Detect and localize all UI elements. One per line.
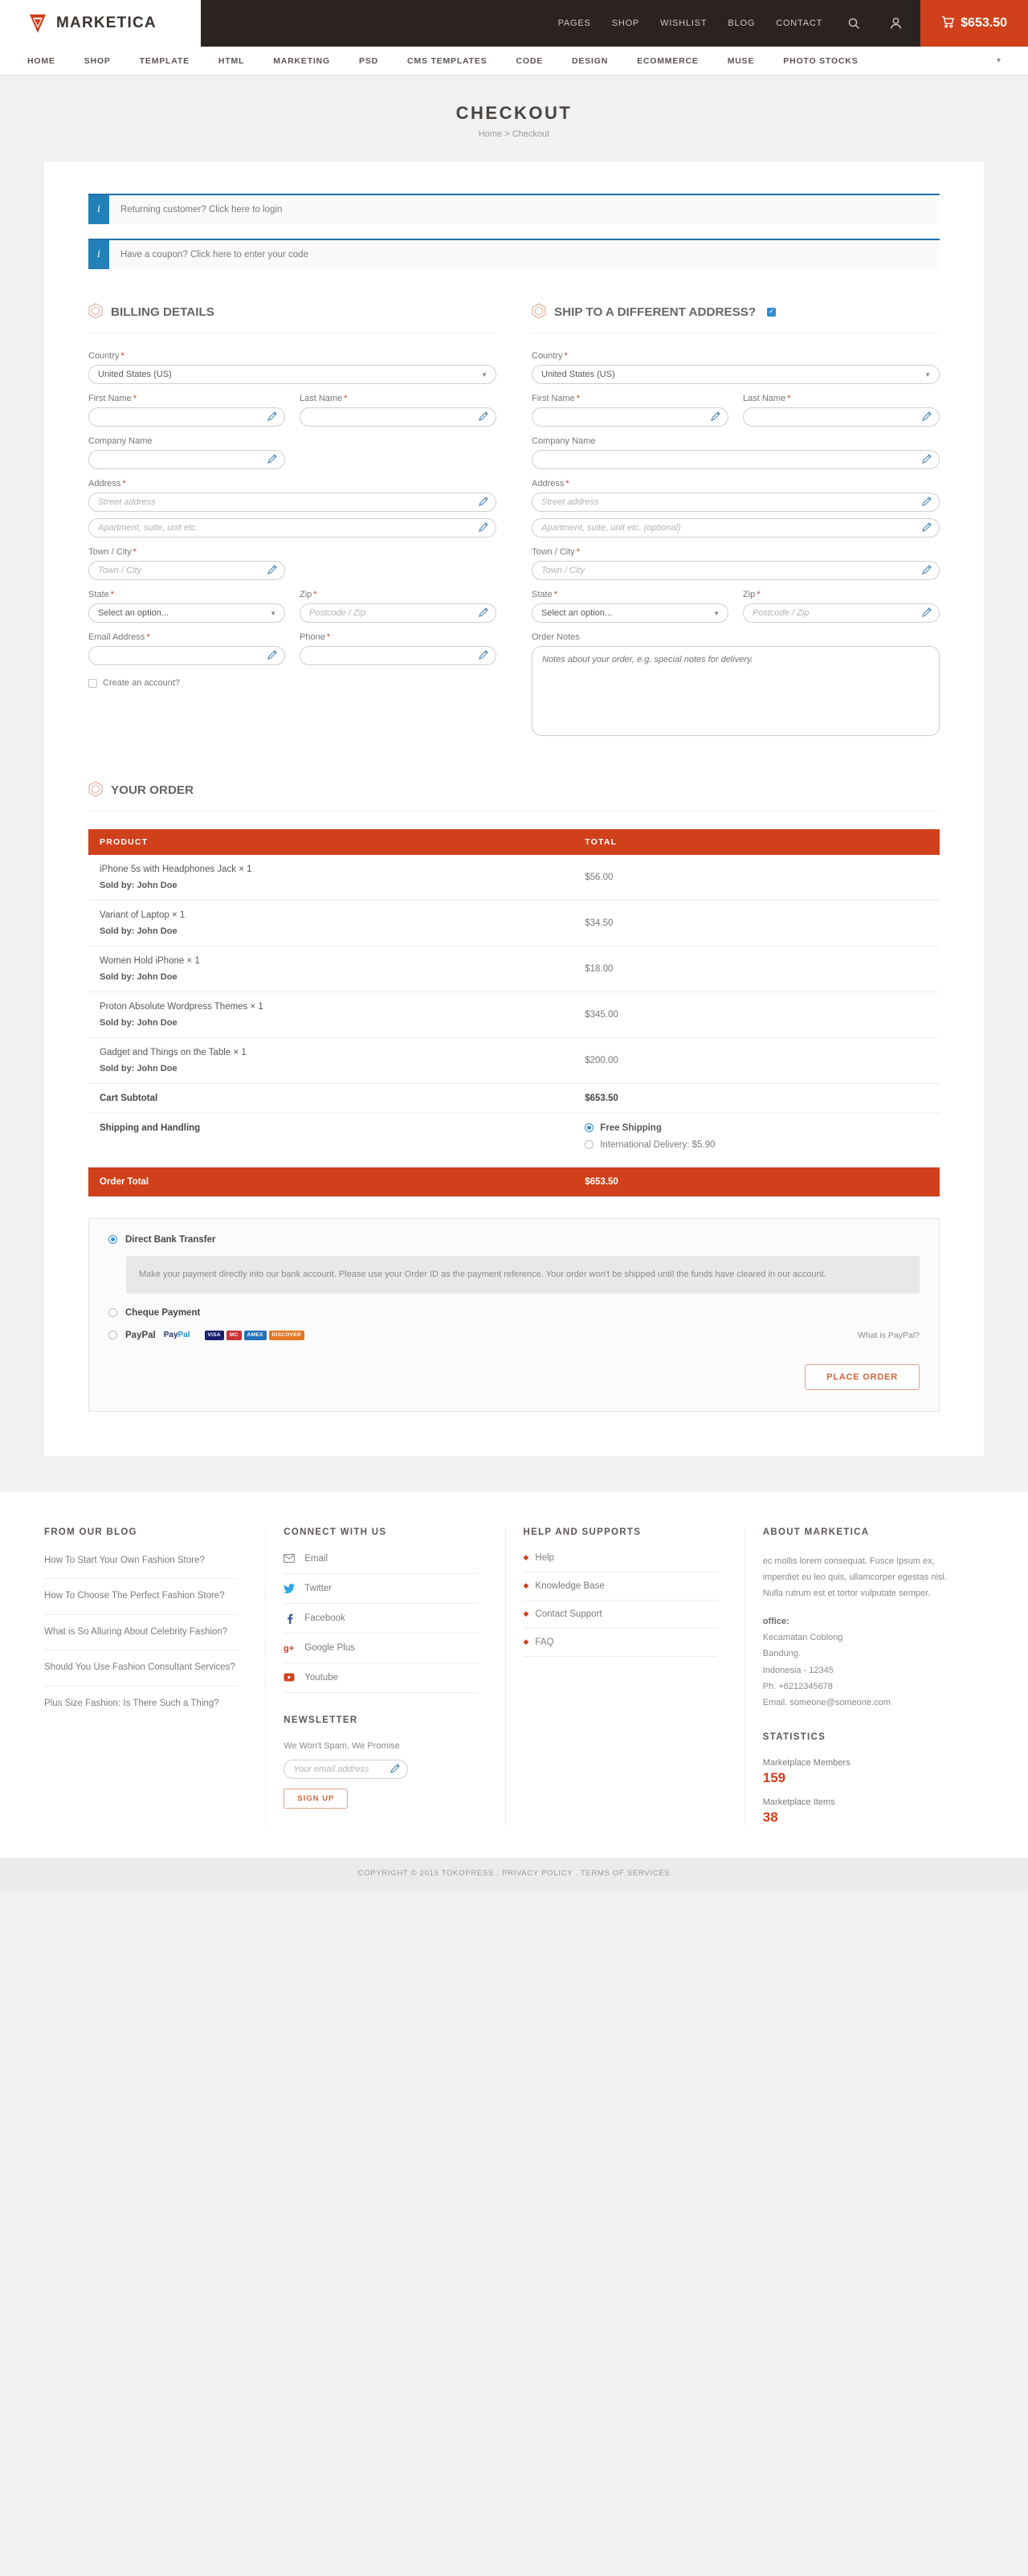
cheque-radio[interactable]: [108, 1308, 117, 1317]
billing-zip-input[interactable]: [300, 603, 496, 623]
envelope-icon: [284, 1553, 295, 1564]
shipping-state-field: [532, 580, 728, 623]
bullet-icon: ◆: [523, 1553, 529, 1561]
nav-marketing[interactable]: MARKETING: [273, 55, 331, 66]
free-shipping-label: Free Shipping: [600, 1122, 662, 1133]
order-section: [88, 771, 940, 1411]
top-link-wishlist[interactable]: WISHLIST: [660, 18, 708, 28]
footer-help-column: [506, 1527, 745, 1826]
copyright-text: COPYRIGHT © 2015 TOKOPRESS: [357, 1868, 494, 1878]
shipping-last-name-input[interactable]: [743, 407, 940, 427]
cheque-label: Cheque Payment: [125, 1307, 201, 1318]
product-name: Variant of Laptop × 1: [100, 910, 186, 920]
product-total: $200.00: [573, 1037, 940, 1083]
amex-card-icon: AMEX: [244, 1331, 267, 1340]
order-total-value: $653.50: [573, 1167, 940, 1196]
nav-muse[interactable]: MUSE: [727, 55, 755, 66]
office-line: Indonesia - 12345: [762, 1665, 834, 1675]
top-link-blog[interactable]: BLOG: [728, 18, 756, 28]
youtube-icon: [284, 1672, 295, 1683]
product-cell: [88, 992, 573, 1037]
create-account-label: Create an account?: [103, 678, 181, 689]
billing-phone-label: Phone *: [300, 632, 331, 643]
order-heading: [88, 771, 940, 808]
chevron-down-icon: ▼: [924, 371, 931, 379]
twitter-icon: [284, 1583, 295, 1594]
shipping-heading: [532, 293, 940, 331]
pencil-icon: [710, 411, 721, 422]
logo-icon: [27, 12, 48, 35]
billing-last-name-input[interactable]: [300, 407, 496, 427]
social-link-email[interactable]: [284, 1553, 477, 1574]
shipping-company-input[interactable]: [532, 450, 940, 469]
payment-methods: [88, 1218, 940, 1412]
table-row: [88, 992, 940, 1037]
chevron-down-icon[interactable]: ▾: [996, 56, 1001, 65]
billing-last-name-label: Last Name *: [300, 394, 348, 404]
discover-card-icon: DISCOVER: [269, 1331, 304, 1340]
social-label: Email: [304, 1553, 328, 1564]
billing-title: BILLING DETAILS: [111, 305, 214, 320]
checkout-card: [44, 162, 984, 1456]
product-seller: Sold by: John Doe: [100, 880, 177, 890]
nav-shop[interactable]: SHOP: [84, 55, 111, 66]
google-plus-icon: [284, 1642, 295, 1654]
bullet-icon: ◆: [523, 1638, 529, 1646]
office-line: Ph. +6212345678: [762, 1681, 833, 1691]
billing-address-label: Address *: [88, 479, 126, 489]
blog-link[interactable]: Plus Size Fashion: Is There Such a Thing?: [44, 1698, 219, 1708]
product-total: $18.00: [573, 946, 940, 992]
shipping-column: [532, 293, 940, 738]
product-name: Proton Absolute Wordpress Themes × 1: [100, 1001, 263, 1012]
product-cell: [88, 946, 573, 992]
social-label: Twitter: [304, 1583, 332, 1593]
pencil-icon: [478, 607, 489, 618]
footer-blog-column: [44, 1527, 266, 1826]
bullet-icon: ◆: [523, 1609, 529, 1617]
product-cell: [88, 900, 573, 946]
footer-about-column: [745, 1527, 984, 1826]
page-title: CHECKOUT: [455, 103, 573, 123]
nav-design[interactable]: DESIGN: [572, 55, 609, 66]
create-account-checkbox[interactable]: [88, 679, 97, 688]
social-link-facebook[interactable]: [284, 1613, 477, 1634]
order-notes-textarea[interactable]: [532, 646, 940, 736]
pencil-icon: [478, 496, 489, 507]
privacy-policy-link[interactable]: PRIVACY POLICY: [502, 1868, 573, 1878]
shipping-zip-input[interactable]: [743, 603, 940, 623]
about-text: ec mollis lorem consequat. Fusce Ipsum ex, imperdiet eu leo quis, ullamcorper egestas nisl. Nulla rutrum est et tortor vulputate semper.: [762, 1556, 948, 1599]
logo[interactable]: [0, 0, 201, 47]
pencil-icon: [267, 649, 278, 660]
order-title: YOUR ORDER: [111, 783, 194, 797]
office-line: Bandung.: [762, 1649, 801, 1659]
billing-first-name-label: First Name *: [88, 394, 137, 404]
product-seller: Sold by: John Doe: [100, 1063, 177, 1073]
international-shipping-radio[interactable]: [585, 1140, 594, 1149]
order-total-label: Order Total: [88, 1167, 573, 1196]
shipping-address-label: Address *: [532, 479, 569, 489]
social-link-twitter[interactable]: [284, 1583, 477, 1604]
user-account-icon[interactable]: [885, 13, 906, 34]
billing-country-select[interactable]: [88, 365, 496, 384]
billing-email-label: Email Address *: [88, 632, 150, 643]
cart-total: $653.50: [961, 16, 1007, 30]
payment-option-bank-transfer[interactable]: [108, 1235, 920, 1245]
product-seller: Sold by: John Doe: [100, 1017, 177, 1028]
billing-city-label: Town / City *: [88, 547, 137, 558]
login-notice-text[interactable]: Returning customer? Click here to login: [120, 205, 283, 215]
order-table: [88, 829, 940, 1197]
info-icon: i: [88, 240, 109, 269]
payment-option-paypal[interactable]: [108, 1331, 920, 1340]
social-link-youtube[interactable]: [284, 1672, 477, 1693]
place-order-row: [108, 1364, 920, 1390]
top-bar: [0, 0, 1028, 47]
footer: [0, 1492, 1028, 1858]
billing-heading: [88, 293, 496, 331]
billing-address1-input[interactable]: [88, 493, 496, 512]
billing-state-field: [88, 580, 285, 623]
pencil-icon: [390, 1763, 401, 1774]
shipping-city-label: Town / City *: [532, 547, 581, 558]
shipping-zip-label: Zip *: [743, 590, 761, 600]
billing-email-field: [88, 623, 285, 665]
shipping-company-label: Company Name: [532, 436, 596, 447]
product-cell: [88, 1037, 573, 1083]
footer-blog-title: FROM OUR BLOG: [44, 1527, 137, 1537]
shipping-country-select[interactable]: [532, 365, 940, 384]
help-link[interactable]: ◆ FAQ: [524, 1638, 717, 1657]
free-shipping-radio[interactable]: [585, 1123, 594, 1132]
create-account-row[interactable]: [88, 678, 496, 688]
social-label: Facebook: [304, 1613, 345, 1623]
billing-company-field: [88, 427, 285, 469]
chevron-down-icon: ▼: [270, 610, 276, 618]
paypal-radio[interactable]: [108, 1331, 117, 1339]
billing-address2-input[interactable]: [88, 518, 496, 538]
office-line: Email. someone@someone.com: [762, 1698, 891, 1708]
shipping-last-name-field: [743, 384, 940, 427]
nav-cms-templates[interactable]: CMS TEMPLATES: [407, 55, 487, 66]
top-nav: [201, 0, 920, 47]
billing-last-name-field: [300, 384, 496, 427]
billing-column: [88, 293, 496, 738]
footer-about-title: ABOUT MARKETICA: [762, 1527, 870, 1537]
shipping-zip-field: [743, 580, 940, 623]
billing-city-field: [88, 538, 285, 580]
shipping-state-label: State *: [532, 590, 557, 600]
page-header: [0, 76, 1028, 162]
pencil-icon: [267, 453, 278, 464]
stat-value: 38: [762, 1809, 778, 1825]
newsletter-subtitle: We Won't Spam, We Promise: [284, 1740, 400, 1751]
bullet-icon: ◆: [523, 1581, 529, 1589]
payment-option-cheque[interactable]: [108, 1308, 920, 1318]
product-seller: Sold by: John Doe: [100, 926, 177, 936]
coupon-notice-text[interactable]: Have a coupon? Click here to enter your code: [120, 250, 308, 260]
shipping-first-name-input[interactable]: [532, 407, 728, 427]
search-icon[interactable]: [843, 13, 864, 34]
newsletter-title: NEWSLETTER: [284, 1715, 358, 1725]
facebook-icon: [284, 1613, 295, 1624]
footer-connect-title: CONNECT WITH US: [284, 1527, 387, 1537]
bank-transfer-description: Make your payment directly into our bank account. Please use your Order ID as the payment reference. Your order won't be shipped until the funds have cleared in our account.: [126, 1256, 920, 1294]
col-total: TOTAL: [573, 829, 940, 855]
chevron-down-icon: ▼: [481, 371, 487, 379]
divider: [88, 811, 940, 812]
blog-link[interactable]: How To Start Your Own Fashion Store?: [44, 1553, 238, 1580]
login-notice[interactable]: [88, 194, 940, 224]
paypal-label: PayPal: [125, 1330, 156, 1340]
billing-state-select[interactable]: [88, 603, 285, 623]
help-link[interactable]: ◆ Contact Support: [524, 1609, 717, 1629]
pencil-icon: [478, 521, 489, 533]
shipping-first-name-label: First Name *: [532, 394, 581, 404]
billing-state-label: State *: [88, 590, 114, 600]
table-row: [88, 900, 940, 946]
product-total: $56.00: [573, 855, 940, 901]
billing-phone-field: [300, 623, 496, 665]
product-total: $345.00: [573, 992, 940, 1037]
pencil-icon: [267, 411, 278, 422]
shipping-address2-input[interactable]: [532, 518, 940, 538]
paypal-logo-icon: PayPal: [163, 1331, 190, 1339]
copyright-bar: COPYRIGHT © 2015 TOKOPRESS . PRIVACY POLICY . TERMS OF SERVICES: [0, 1858, 1028, 1889]
nav-template[interactable]: TEMPLATE: [139, 55, 190, 66]
accepted-cards: [205, 1331, 304, 1340]
shipping-option-free[interactable]: [585, 1123, 928, 1133]
hexagon-icon: [88, 303, 103, 321]
shipping-option-international[interactable]: [585, 1140, 928, 1150]
info-icon: i: [88, 195, 109, 224]
billing-company-spacer: [300, 427, 496, 469]
bank-transfer-label: Direct Bank Transfer: [125, 1234, 216, 1245]
help-link[interactable]: ◆ Knowledge Base: [524, 1581, 717, 1601]
table-row: [88, 946, 940, 992]
international-shipping-label: International Delivery: $5.90: [600, 1139, 716, 1150]
pencil-icon: [921, 453, 932, 464]
billing-phone-input[interactable]: [300, 646, 496, 665]
product-name: Gadget and Things on the Table × 1: [100, 1047, 247, 1057]
shipping-state-select[interactable]: [532, 603, 728, 623]
visa-card-icon: VISA: [205, 1331, 224, 1340]
social-label: Youtube: [304, 1672, 339, 1683]
statistics-title: STATISTICS: [762, 1732, 826, 1742]
pencil-icon: [921, 521, 932, 533]
stat-value: 159: [762, 1769, 786, 1785]
subtotal-label: Cart Subtotal: [88, 1083, 573, 1113]
shipping-title: SHIP TO A DIFFERENT ADDRESS?: [554, 305, 757, 320]
table-header-row: [88, 829, 940, 855]
pencil-icon: [478, 649, 489, 660]
place-order-button[interactable]: PLACE ORDER: [805, 1364, 920, 1390]
coupon-notice[interactable]: [88, 239, 940, 269]
nav-home[interactable]: HOME: [27, 55, 55, 66]
billing-city-spacer: [300, 538, 496, 580]
table-row: [88, 1037, 940, 1083]
billing-country-label: Country *: [88, 351, 124, 362]
shipping-last-name-label: Last Name *: [743, 394, 791, 404]
blog-link[interactable]: What is So Alluring About Celebrity Fashion?: [44, 1625, 238, 1651]
nav-html[interactable]: HTML: [218, 55, 245, 66]
shipping-label: Shipping and Handling: [88, 1113, 573, 1167]
billing-company-input[interactable]: [88, 450, 285, 469]
billing-zip-label: Zip *: [300, 590, 317, 600]
blog-link[interactable]: Should You Use Fashion Consultant Services?: [44, 1660, 238, 1687]
footer-help-title: HELP AND SUPPORTS: [523, 1527, 642, 1537]
pencil-icon: [478, 411, 489, 422]
pencil-icon: [921, 496, 932, 507]
top-link-contact[interactable]: CONTACT: [776, 18, 823, 28]
pencil-icon: [921, 564, 932, 575]
logo-text: MARKETICA: [56, 14, 157, 31]
top-link-pages[interactable]: PAGES: [557, 18, 591, 28]
bank-transfer-radio[interactable]: [108, 1235, 117, 1244]
stat-label: Marketplace Items: [762, 1797, 835, 1807]
shipping-options: [573, 1113, 940, 1167]
help-link[interactable]: ◆ Help: [524, 1553, 717, 1572]
shipping-row: [88, 1113, 940, 1167]
cart-button[interactable]: [920, 0, 1028, 47]
subtotal-row: [88, 1083, 940, 1113]
ship-different-address-checkbox[interactable]: [767, 308, 776, 317]
pencil-icon: [921, 607, 932, 618]
blog-link[interactable]: How To Choose The Perfect Fashion Store?: [44, 1589, 238, 1615]
top-link-shop[interactable]: SHOP: [611, 18, 640, 28]
product-name: iPhone 5s with Headphones Jack × 1: [100, 864, 252, 874]
nav-photo-stocks[interactable]: PHOTO STOCKS: [783, 55, 859, 66]
pencil-icon: [267, 564, 278, 575]
shipping-first-name-field: [532, 384, 728, 427]
billing-zip-field: [300, 580, 496, 623]
hexagon-icon: [88, 781, 103, 799]
mastercard-card-icon: MC: [226, 1331, 242, 1340]
product-total: $34.50: [573, 900, 940, 946]
order-notes-label: Order Notes: [532, 632, 580, 643]
billing-first-name-input[interactable]: [88, 407, 285, 427]
product-seller: Sold by: John Doe: [100, 971, 177, 982]
col-product: PRODUCT: [88, 829, 573, 855]
stat-label: Marketplace Members: [762, 1757, 851, 1768]
what-is-paypal-link[interactable]: What is PayPal?: [857, 1330, 920, 1340]
table-row: [88, 855, 940, 901]
shipping-address1-input[interactable]: [532, 493, 940, 512]
hexagon-icon: [532, 303, 546, 321]
subtotal-value: $653.50: [573, 1083, 940, 1113]
footer-connect-column: [266, 1527, 505, 1826]
terms-of-services-link[interactable]: TERMS OF SERVICES: [580, 1868, 671, 1878]
nav-ecommerce[interactable]: ECOMMERCE: [637, 55, 699, 66]
office-label: office:: [762, 1616, 789, 1626]
nav-code[interactable]: CODE: [516, 55, 544, 66]
billing-email-input[interactable]: [88, 646, 285, 665]
product-name: Women Hold iPhone × 1: [100, 955, 200, 966]
order-total-row: [88, 1167, 940, 1196]
cart-icon: [941, 16, 954, 31]
breadcrumb: Home > Checkout: [478, 129, 550, 139]
office-line: Kecamatan Coblong: [762, 1632, 843, 1642]
social-label: Google Plus: [304, 1642, 355, 1653]
product-cell: [88, 855, 573, 901]
social-link-google-plus[interactable]: [284, 1642, 477, 1663]
svg-text:g+: g+: [284, 1643, 295, 1653]
billing-company-label: Company Name: [88, 436, 153, 447]
shipping-city-input[interactable]: [532, 561, 940, 580]
nav-psd[interactable]: PSD: [359, 55, 379, 66]
newsletter-signup-button[interactable]: SIGN UP: [284, 1789, 348, 1809]
main-nav: [0, 47, 1028, 76]
billing-city-input[interactable]: [88, 561, 285, 580]
chevron-down-icon: ▼: [713, 610, 720, 618]
billing-first-name-field: [88, 384, 285, 427]
shipping-country-label: Country *: [532, 351, 568, 362]
pencil-icon: [921, 411, 932, 422]
